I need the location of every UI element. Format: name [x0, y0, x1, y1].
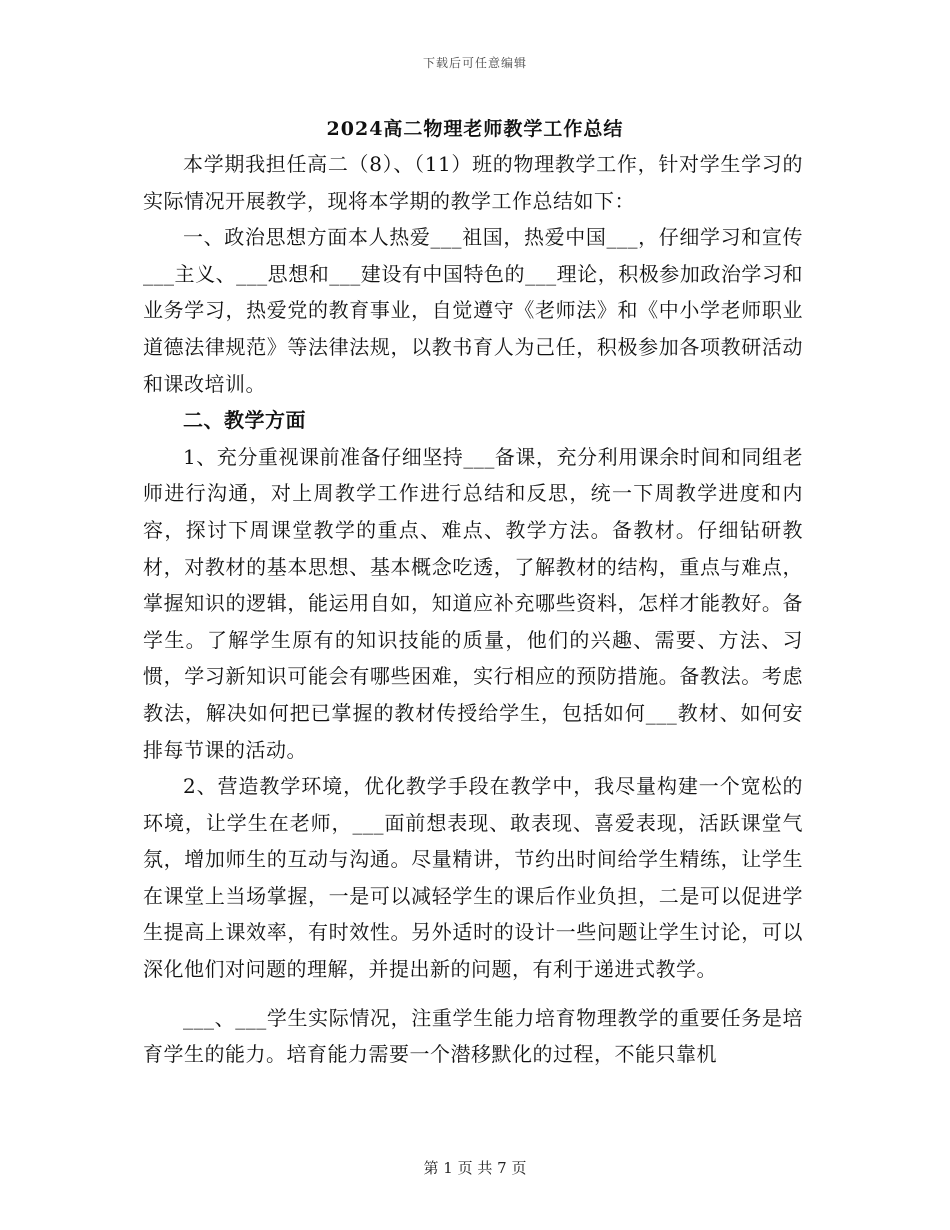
page-header-note: 下载后可任意编辑	[422, 56, 527, 70]
teaching-environment-paragraph: 2、营造教学环境，优化教学手段在教学中，我尽量构建一个宽松的环境，让学生在老师，___面前想表现、敢表现、喜爱表现，活跃课堂气氛，增加师生的互动与沟通。尽量精讲，节约出时间给学生精练，让学生在课堂上当场掌握，一是可以减轻学生的课后作业负担，二是可以促进学生提高上课效率，有时效性。另外适时的设计一些问题让学生讨论，可以深化他们对问题的理解，并提出新的问题，有利于递进式教学。	[143, 774, 803, 982]
teaching-section-heading: 二、教学方面	[183, 408, 306, 433]
intro-paragraph: 本学期我担任高二（8）、（11）班的物理教学工作，针对学生学习的实际情况开展教学，现将本学期的教学工作总结如下：	[143, 152, 803, 213]
document-title: 2024高二物理老师教学工作总结	[326, 118, 624, 140]
student-ability-paragraph: ___、___学生实际情况，注重学生能力培育物理教学的重要任务是培育学生的能力。培育能力需要一个潜移默化的过程，不能只靠机	[143, 1005, 803, 1067]
document-body	[143, 146, 803, 1073]
page-number-footer: 第 1 页 共 7 页	[423, 1159, 527, 1177]
lesson-preparation-paragraph: 1、充分重视课前准备仔细坚持___备课，充分利用课余时间和同组老师进行沟通，对上周教学工作进行总结和反思，统一下周教学进度和内容，探讨下周课堂教学的重点、难点、教学方法。备教材。仔细钻研教材，对教材的基本思想、基本概念吃透，了解教材的结构，重点与难点，掌握知识的逻辑，能运用自如，知道应补充哪些资料，怎样才能教好。备学生。了解学生原有的知识技能的质量，他们的兴趣、需要、方法、习惯，学习新知识可能会有哪些困难，实行相应的预防措施。备教法。考虑教法，解决如何把已掌握的教材传授给学生，包括如何___教材、如何安排每节课的活动。	[143, 444, 803, 762]
political-section-paragraph: 一、政治思想方面本人热爱___祖国，热爱中国___，仔细学习和宣传___主义、___思想和___建设有中国特色的___理论，积极参加政治学习和业务学习，热爱党的教育事业，自觉遵守《老师法》和《中小学老师职业道德法律规范》等法律法规，以教书育人为己任，积极参加各项教研活动和课改培训。	[143, 225, 803, 396]
